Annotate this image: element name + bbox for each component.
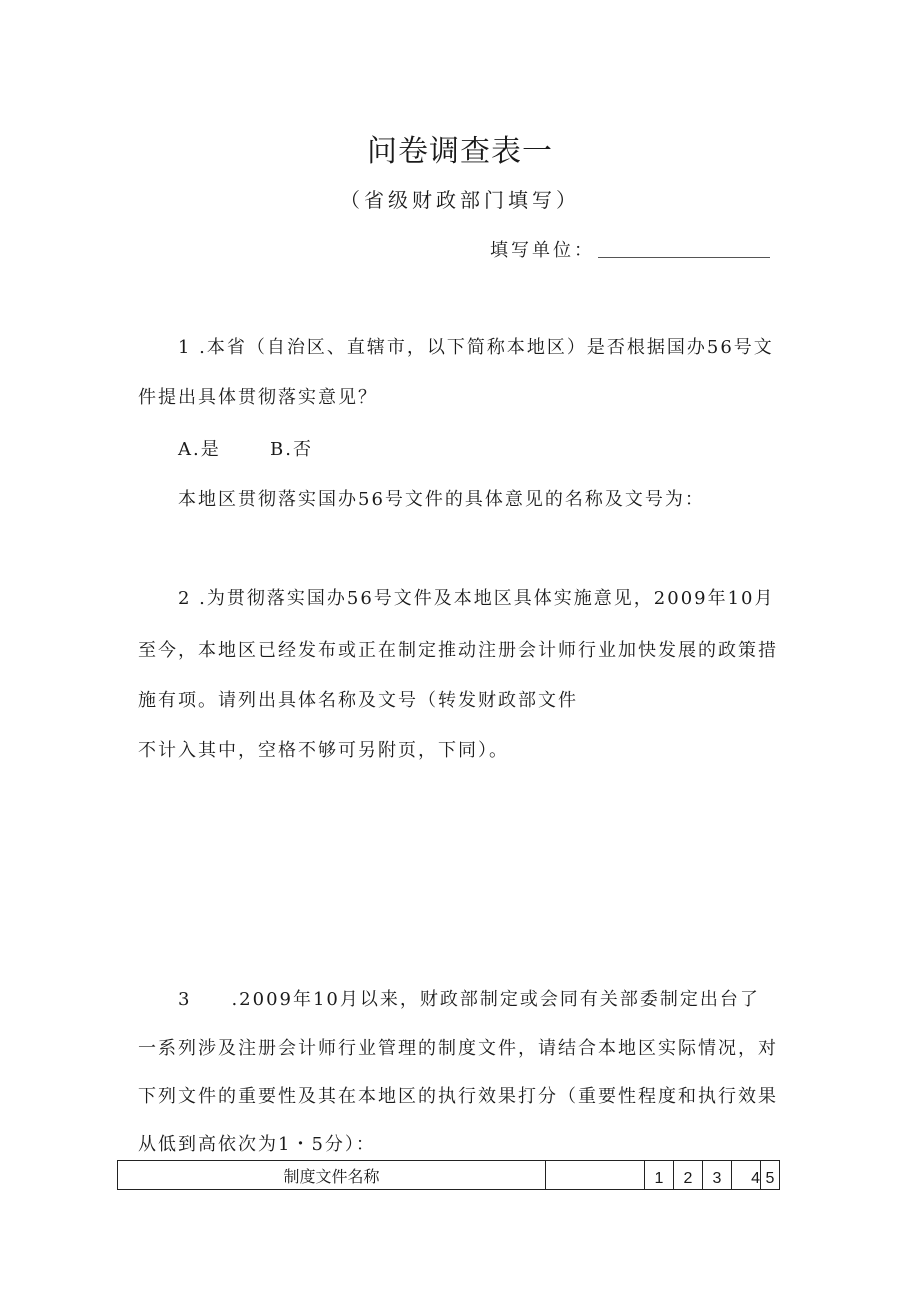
header-doc-name: 制度文件名称	[118, 1161, 546, 1190]
fill-unit-input-line[interactable]	[598, 257, 770, 258]
page-title: 问卷调查表一	[367, 134, 553, 169]
q1-option-b[interactable]: B.否	[270, 439, 313, 460]
score-1[interactable]: 1	[645, 1161, 674, 1190]
score-3[interactable]: 3	[703, 1161, 732, 1190]
q1-option-a[interactable]: A.是	[178, 439, 221, 460]
q2-line1: 2 .为贯彻落实国办56号文件及本地区具体实施意见，2009年10月	[178, 588, 775, 609]
table-header-row	[118, 1161, 780, 1190]
score-5[interactable]: 5	[761, 1161, 780, 1190]
q3-line1: 3 .2009年10月以来，财政部制定或会同有关部委制定出台了	[178, 989, 760, 1010]
q1-line1: 1 .本省（自治区、直辖市，以下简称本地区）是否根据国办56号文	[178, 337, 774, 358]
q2-line4: 不计入其中，空格不够可另附页，下同）。	[138, 740, 509, 761]
q1-line2: 件提出具体贯彻落实意见？	[138, 387, 378, 408]
score-table	[117, 1160, 780, 1190]
fill-unit-label: 填写单位：	[490, 240, 595, 261]
q1-line3: 本地区贯彻落实国办56号文件的具体意见的名称及文号为：	[178, 489, 705, 510]
header-blank	[546, 1161, 645, 1190]
q2-line2: 至今，本地区已经发布或正在制定推动注册会计师行业加快发展的政策措	[138, 640, 778, 661]
q2-line3: 施有项。请列出具体名称及文号（转发财政部文件	[138, 690, 578, 711]
page-subtitle: （省级财政部门填写）	[340, 188, 580, 212]
q3-line4: 从低到高依次为1・5分）：	[138, 1134, 376, 1155]
q3-line2: 一系列涉及注册会计师行业管理的制度文件，请结合本地区实际情况，对	[138, 1038, 778, 1059]
q3-line3: 下列文件的重要性及其在本地区的执行效果打分（重要性程度和执行效果	[138, 1086, 778, 1107]
score-4[interactable]: 4	[732, 1161, 761, 1190]
score-2[interactable]: 2	[674, 1161, 703, 1190]
